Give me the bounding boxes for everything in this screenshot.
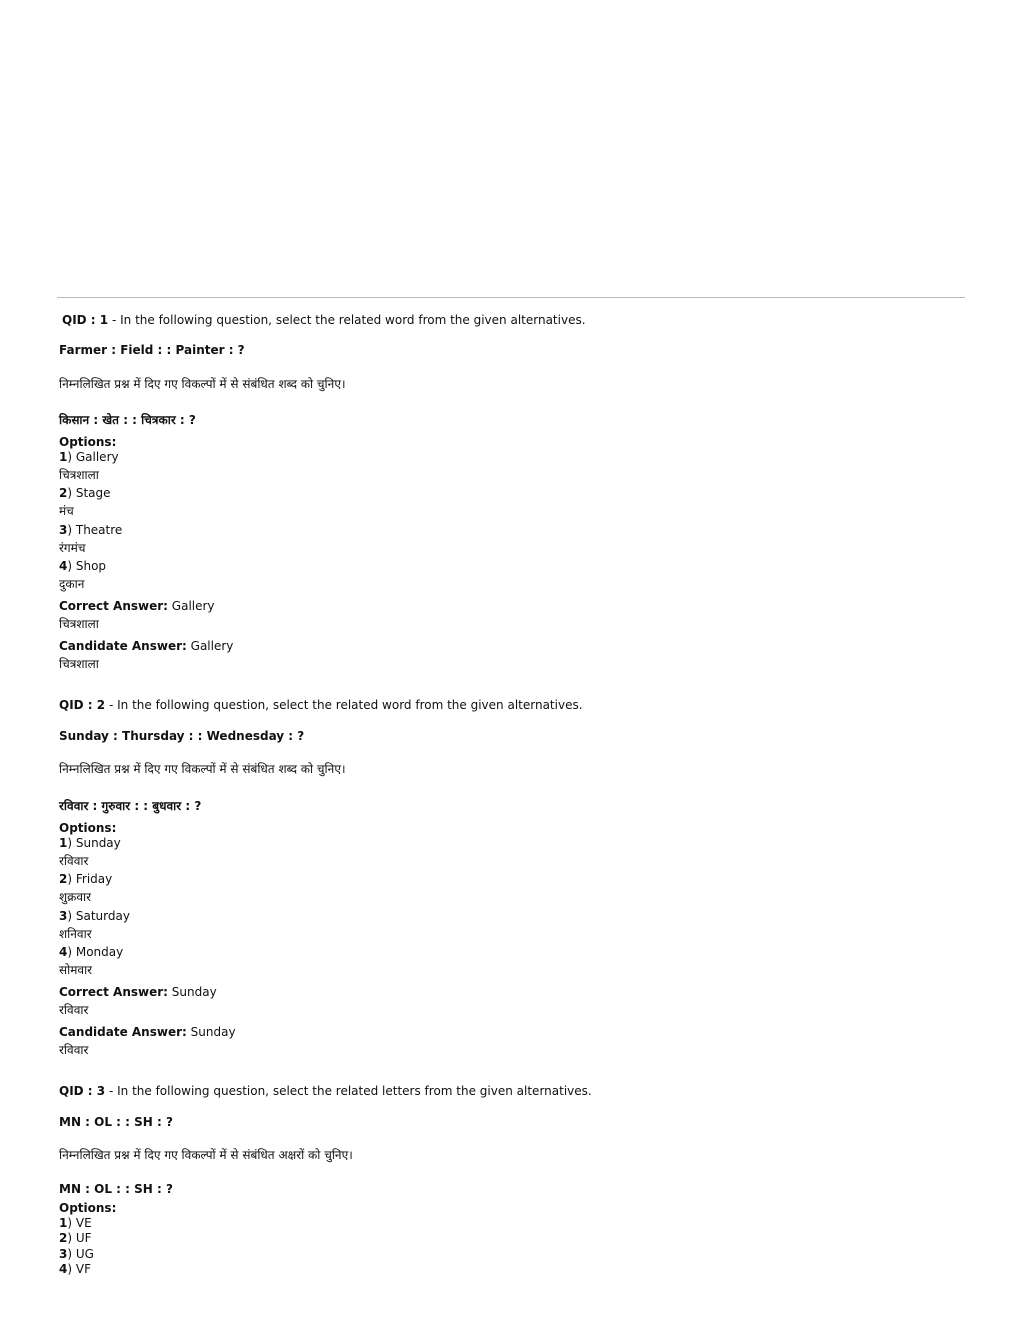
option-item: 4) VF bbox=[59, 1262, 91, 1276]
options-label: Options: bbox=[59, 435, 117, 449]
question-instruction-hindi: निम्नलिखित प्रश्न में दिए गए विकल्पों में से संबंधित शब्द को चुनिए। bbox=[59, 377, 346, 391]
question-header bbox=[59, 1083, 592, 1099]
question-header bbox=[62, 312, 586, 328]
option-item: 4) Monday bbox=[59, 945, 124, 959]
options-label: Options: bbox=[59, 821, 117, 835]
options-label: Options: bbox=[59, 1201, 117, 1215]
question-instruction: - In the following question, select the related letters from the given alternatives. bbox=[108, 1084, 592, 1098]
option-item-hindi: रंगमंच bbox=[59, 541, 86, 555]
question-instruction: - In the following question, select the related word from the given alternatives. bbox=[108, 698, 583, 712]
option-item: 1) Gallery bbox=[59, 450, 119, 464]
question-prompt: MN : OL : : SH : ? bbox=[59, 1115, 173, 1129]
option-item: 2) Friday bbox=[59, 872, 113, 886]
option-item: 4) Shop bbox=[59, 559, 107, 573]
candidate-answer: Candidate Answer: Gallery bbox=[59, 639, 234, 653]
option-item: 2) Stage bbox=[59, 486, 111, 500]
qid-label: QID : 2 bbox=[59, 698, 106, 712]
option-item-hindi: मंच bbox=[59, 504, 74, 518]
candidate-answer: Candidate Answer: Sunday bbox=[59, 1025, 236, 1039]
option-item: 1) VE bbox=[59, 1216, 92, 1230]
option-item-hindi: चित्रशाला bbox=[59, 468, 99, 482]
option-item: 2) UF bbox=[59, 1231, 92, 1245]
candidate-answer-hindi: चित्रशाला bbox=[59, 657, 99, 671]
correct-answer-hindi: चित्रशाला bbox=[59, 617, 99, 631]
question-prompt: Sunday : Thursday : : Wednesday : ? bbox=[59, 729, 305, 743]
question-instruction: - In the following question, select the related word from the given alternatives. bbox=[111, 313, 586, 327]
correct-answer: Correct Answer: Sunday bbox=[59, 985, 217, 999]
option-item: 3) Saturday bbox=[59, 909, 130, 923]
option-item: 3) UG bbox=[59, 1247, 94, 1261]
option-item: 3) Theatre bbox=[59, 523, 123, 537]
option-item-hindi: शुक्रवार bbox=[59, 890, 92, 904]
option-item: 1) Sunday bbox=[59, 836, 121, 850]
option-item-hindi: सोमवार bbox=[59, 963, 93, 977]
question-prompt-hindi: किसान : खेत : : चित्रकार : ? bbox=[59, 413, 196, 427]
option-item-hindi: रविवार bbox=[59, 854, 89, 868]
option-item-hindi: दुकान bbox=[59, 577, 85, 591]
question-prompt-hindi: MN : OL : : SH : ? bbox=[59, 1182, 173, 1196]
option-item-hindi: शनिवार bbox=[59, 927, 92, 941]
correct-answer: Correct Answer: Gallery bbox=[59, 599, 215, 613]
question-prompt: Farmer : Field : : Painter : ? bbox=[59, 343, 245, 357]
header-divider bbox=[57, 297, 965, 298]
correct-answer-hindi: रविवार bbox=[59, 1003, 89, 1017]
qid-label: QID : 1 bbox=[62, 313, 109, 327]
question-instruction-hindi: निम्नलिखित प्रश्न में दिए गए विकल्पों में से संबंधित अक्षरों को चुनिए। bbox=[59, 1148, 353, 1162]
question-instruction-hindi: निम्नलिखित प्रश्न में दिए गए विकल्पों में से संबंधित शब्द को चुनिए। bbox=[59, 762, 346, 776]
question-header bbox=[59, 697, 583, 713]
candidate-answer-hindi: रविवार bbox=[59, 1043, 89, 1057]
question-prompt-hindi: रविवार : गुरुवार : : बुधवार : ? bbox=[59, 799, 202, 813]
qid-label: QID : 3 bbox=[59, 1084, 106, 1098]
